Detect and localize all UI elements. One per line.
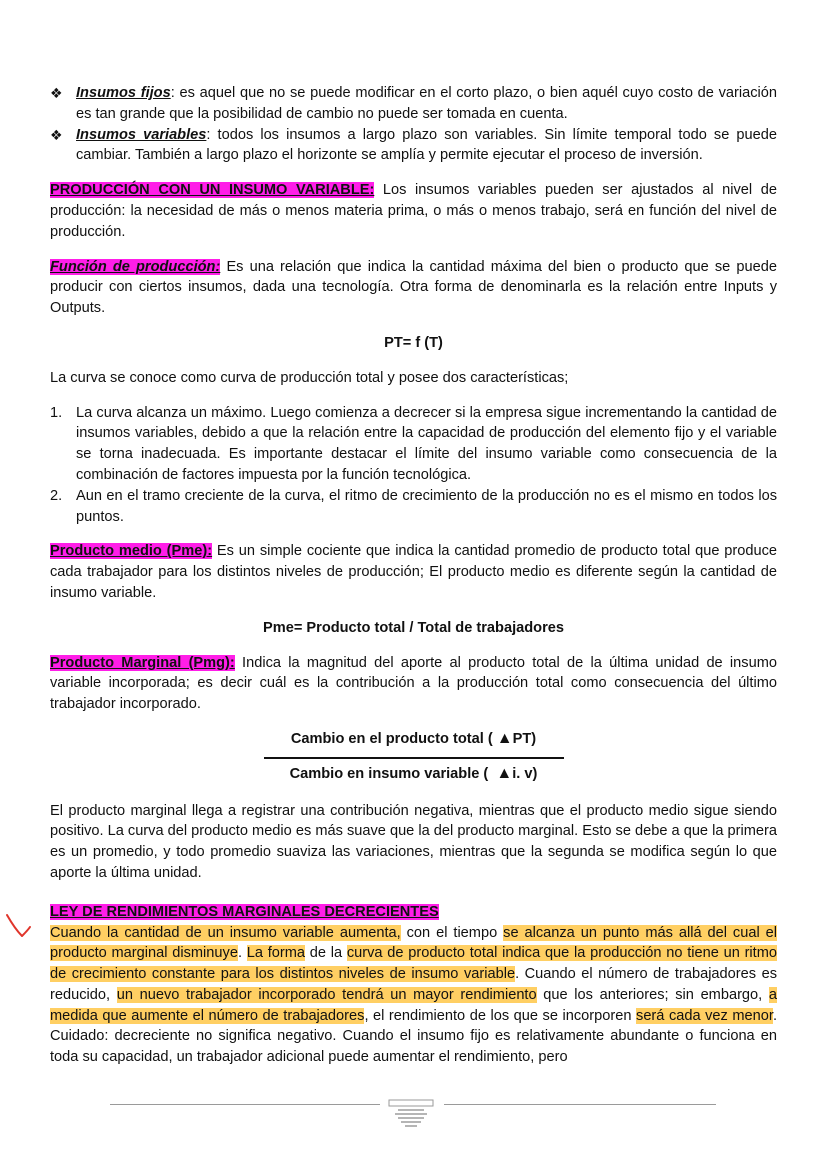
formula-pme: Pme= Producto total / Total de trabajadores [263, 619, 564, 636]
highlight-yellow: Cuando la cantidad de un insumo variable aumenta, [50, 924, 401, 941]
curva-intro: La curva se conoce como curva de producción total y posee dos características; [50, 369, 569, 386]
paragraph-ley-rendimientos [50, 923, 777, 1069]
ley-text: . [237, 945, 247, 962]
heading-producto-medio: Producto medio (Pme): [50, 543, 213, 560]
paragraph-produccion-variable [50, 180, 777, 242]
heading-ley-rendimientos [50, 902, 777, 923]
produccion-variable-text: Los insumos variables pueden ser ajustados al nivel de producción: la necesidad de más o menos materia prima, o más o menos trabajo, será en función del nivel de producción. [50, 182, 777, 240]
formula-pmg-fraction [264, 729, 564, 785]
term-insumos-fijos: Insumos fijos [76, 85, 171, 101]
ley-heading-text: LEY DE RENDIMIENTOS MARGINALES DECRECIENTES [50, 903, 439, 920]
producto-marginal-text: Indica la magnitud del aporte al producto total de la última unidad de insumo variable incorporada; es decir cuál es la contribución a la producción total como consecuencia del último trabajador incorporado. [50, 654, 777, 713]
caracteristicas-list [50, 403, 777, 528]
paragraph-producto-medio [50, 541, 777, 603]
list-item-insumos-variables [50, 125, 777, 167]
numerator-symbol: PT) [512, 730, 537, 747]
highlight-yellow: curva de producto total indica que la producción no tiene un ritmo de crecimiento constante para los distintos niveles de insumo variable [50, 945, 778, 983]
diamond-bullet-icon: ❖ [50, 85, 63, 101]
caracteristica-text: La curva alcanza un máximo. Luego comienza a decrecer si la empresa sigue incrementando la cantidad de insumos variables, debido a que la relación entre la capacidad de producción del elemento fijo y el variable se torna inadecuada. Es importante destacar el límite del insumo variable como consecuencia de la combinación de factores impuesta por la función tecnológica. [76, 404, 777, 483]
paragraph-funcion-produccion [50, 257, 777, 319]
fraction-denominator [264, 764, 564, 785]
list-item-caracteristica-2 [50, 486, 777, 528]
paragraph-producto-marginal [50, 653, 777, 715]
list-number: 2. [50, 487, 63, 504]
highlight-yellow: será cada vez menor [636, 1007, 773, 1024]
ley-text: . Cuando el número de trabajadores es reducido, [50, 966, 777, 1003]
ley-text: , el rendimiento de los que se incorporen [364, 1007, 637, 1024]
formula-pt: PT= f (T) [384, 334, 443, 351]
check-mark-icon [4, 906, 46, 944]
insumos-variables-definition: : todos los insumos a largo plazo son variables. Sin límite temporal todo se puede cambiar. También a largo plazo el horizonte se amplía y permite ejecutar el proceso de inversión. [76, 126, 777, 164]
delta-triangle-icon: ▲ [496, 764, 513, 782]
denominator-text: Cambio en insumo variable ( [289, 765, 489, 782]
page-footer [110, 1098, 716, 1132]
denominator-symbol: i. v) [512, 765, 538, 782]
list-item-caracteristica-1 [50, 403, 777, 486]
delta-triangle-icon: ▲ [496, 729, 513, 747]
funcion-produccion-text: Es una relación que indica la cantidad máxima del bien o producto que se puede producir con ciertos insumos, dada una tecnología. Otra forma de denominarla es la relación entre Inputs y Outputs. [50, 258, 777, 317]
list-item-insumos-fijos [50, 83, 777, 125]
fraction-bar [264, 757, 564, 759]
fraction-numerator [264, 729, 564, 750]
ley-text: . Cuidado: decreciente no significa negativo. Cuando el insumo fijo es relativamente abundante o funciona en toda su capacidad, un trabajador adicional puede aumentar el rendimiento, pero [50, 1007, 777, 1066]
footer-logo-icon [386, 1098, 436, 1130]
ley-text: que los anteriores; sin embargo, [536, 986, 769, 1003]
insumos-list [50, 83, 777, 166]
ley-text: de la [305, 945, 347, 962]
producto-medio-text: Es un simple cociente que indica la cantidad promedio de producto total que produce cada trabajador para los distintos niveles de producción; El producto medio es diferente según la cantidad de insumo variable. [50, 543, 778, 601]
ley-text: con el tiempo [400, 924, 504, 941]
heading-producto-marginal: Producto Marginal (Pmg): [50, 654, 235, 671]
numerator-text: Cambio en el producto total ( [290, 730, 493, 747]
paragraph-marginal-vs-medio: El producto marginal llega a registrar una contribución negativa, mientras que el producto medio sigue siendo positivo. La curva del producto medio es más suave que la del producto marginal. Esto se debe a que la primera es un promedio, y todo promedio suaviza las variaciones, mientras que la segunda se modifica según lo que aporte la última unidad. [50, 802, 777, 881]
heading-produccion-variable: PRODUCCIÓN CON UN INSUMO VARIABLE: [50, 182, 375, 199]
highlight-yellow: se alcanza un punto más allá del cual el producto marginal disminuye [50, 924, 777, 962]
document-page [50, 83, 777, 1068]
highlight-yellow: La forma [246, 945, 306, 962]
footer-rule-right [444, 1104, 716, 1105]
diamond-bullet-icon: ❖ [50, 126, 63, 143]
term-insumos-variables: Insumos variables [76, 126, 207, 143]
heading-funcion-produccion: Función de producción: [50, 258, 221, 275]
list-number: 1. [50, 404, 63, 421]
highlight-yellow: a medida que aumente el número de trabajadores [50, 986, 778, 1024]
footer-rule-left [110, 1104, 380, 1105]
highlight-yellow: un nuevo trabajador incorporado tendrá un mayor rendimiento [116, 986, 537, 1003]
insumos-fijos-definition: : es aquel que no se puede modificar en el corto plazo, o bien aquél cuyo costo de variación es tan grande que la posibilidad de cambio no puede ser tomada en cuenta. [76, 85, 777, 122]
caracteristica-text: Aun en el tramo creciente de la curva, el ritmo de crecimiento de la producción no es el mismo en todos los puntos. [76, 487, 777, 525]
